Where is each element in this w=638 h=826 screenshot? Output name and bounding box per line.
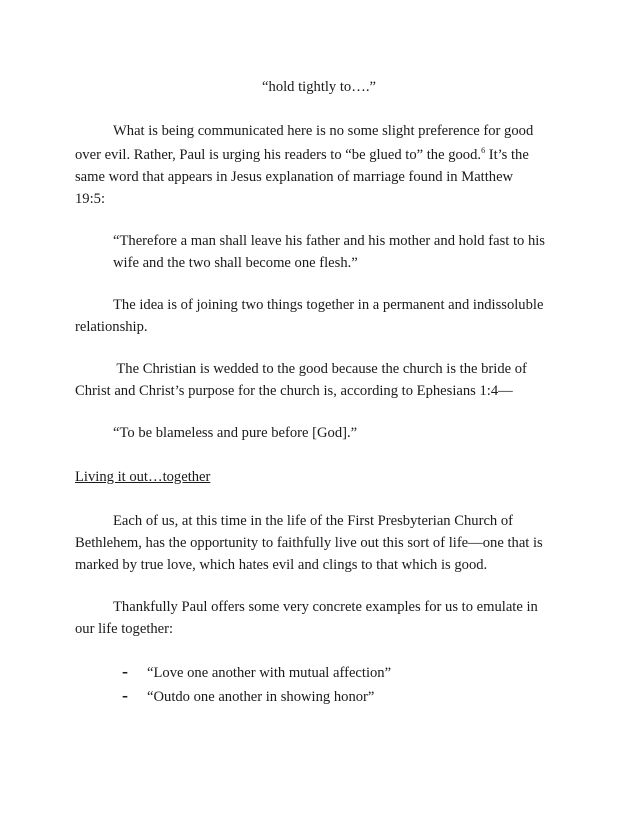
bullet-item-1: “Love one another with mutual affection”	[147, 665, 392, 681]
bullet-marker: -	[122, 685, 128, 705]
paragraph4-line1: Each of us, at this time in the life of the First Presbyterian Church of	[113, 513, 514, 529]
paragraph3-line2: Christ and Christ’s purpose for the church is, according to Ephesians 1:4—	[75, 383, 513, 399]
paragraph2-line2: relationship.	[75, 319, 148, 335]
paragraph4-line2: Bethlehem, has the opportunity to faithfully live out this sort of life—one that is	[75, 535, 543, 551]
bullet-item-2: “Outdo one another in showing honor”	[147, 689, 375, 705]
paragraph1-line2-tail: It’s the	[485, 147, 529, 163]
quote2: “To be blameless and pure before [God].”	[113, 425, 358, 441]
paragraph1-line2-text: over evil. Rather, Paul is urging his readers to “be glued to” the good.	[75, 147, 482, 163]
heading-quote: “hold tightly to….”	[262, 79, 376, 95]
paragraph3-line1: The Christian is wedded to the good because the church is the bride of	[113, 361, 527, 377]
paragraph2-line1: The idea is of joining two things together in a permanent and indissoluble	[113, 297, 544, 313]
paragraph1-line2	[75, 146, 529, 164]
quote1-line2: wife and the two shall become one flesh.”	[113, 255, 358, 271]
paragraph1-line4: 19:5:	[75, 191, 105, 207]
paragraph5-line2: our life together:	[75, 621, 174, 637]
section-heading: Living it out…together	[75, 469, 211, 485]
paragraph1-line3: same word that appears in Jesus explanation of marriage found in Matthew	[75, 169, 514, 185]
quote1-line1: “Therefore a man shall leave his father and his mother and hold fast to his	[113, 233, 545, 249]
bullet-marker: -	[122, 661, 128, 681]
paragraph1-line1: What is being communicated here is no some slight preference for good	[113, 123, 534, 139]
paragraph4-line3: marked by true love, which hates evil and clings to that which is good.	[75, 557, 488, 573]
footnote-marker: 6	[481, 146, 486, 155]
paragraph5-line1: Thankfully Paul offers some very concrete examples for us to emulate in	[113, 599, 538, 615]
